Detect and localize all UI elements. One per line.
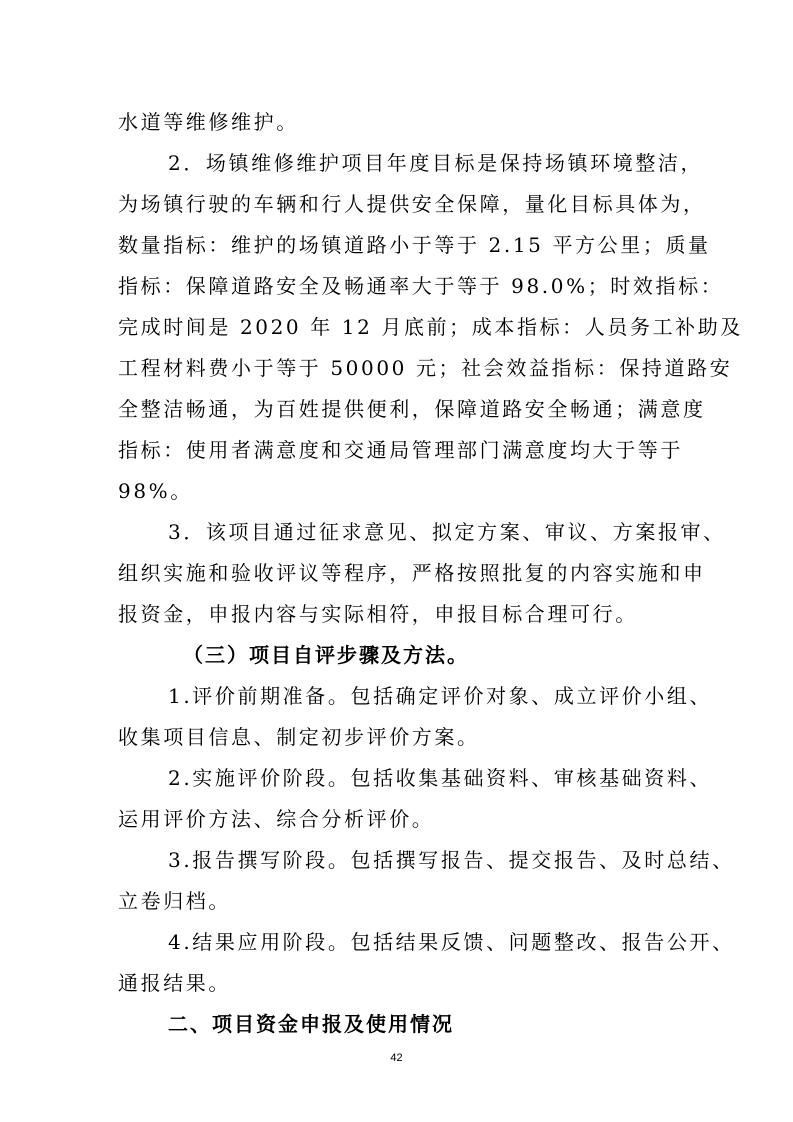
section-heading-3: （三）项目自评步骤及方法。 <box>183 643 469 667</box>
text-line: 4.结果应用阶段。包括结果反馈、问题整改、报告公开、 <box>168 930 735 954</box>
text-line: 3．该项目通过征求意见、拟定方案、审议、方案报审、 <box>168 520 726 544</box>
text-line: 数量指标：维护的场镇道路小于等于 2.15 平方公里；质量 <box>118 233 711 257</box>
text-line: 3.报告撰写阶段。包括撰写报告、提交报告、及时总结、 <box>168 848 735 872</box>
text-line: 全整洁畅通，为百姓提供便利，保障道路安全畅通；满意度 <box>118 397 706 421</box>
text-line: 通报结果。 <box>118 971 231 995</box>
text-line: 指标：使用者满意度和交通局管理部门满意度均大于等于 <box>118 438 683 462</box>
text-line: 2．场镇维修维护项目年度目标是保持场镇环境整洁， <box>168 151 704 175</box>
text-line: 水道等维修维护。 <box>118 110 299 134</box>
text-line: 完成时间是 2020 年 12 月底前；成本指标：人员务工补助及 <box>118 315 743 339</box>
text-line: 运用评价方法、综合分析评价。 <box>118 807 435 831</box>
text-line: 98%。 <box>118 479 193 503</box>
text-line: 为场镇行驶的车辆和行人提供安全保障，量化目标具体为， <box>118 192 706 216</box>
text-line: 指标：保障道路安全及畅通率大于等于 98.0%；时效指标： <box>118 274 724 298</box>
text-line: 工程材料费小于等于 50000 元；社会效益指标：保持道路安 <box>118 356 733 380</box>
text-line: 报资金，申报内容与实际相符，申报目标合理可行。 <box>118 602 638 626</box>
text-line: 2.实施评价阶段。包括收集基础资料、审核基础资料、 <box>168 766 713 790</box>
text-line: 立卷归档。 <box>118 889 231 913</box>
text-line: 组织实施和验收评议等程序，严格按照批复的内容实施和申 <box>118 561 706 585</box>
page-number: 42 <box>390 1052 403 1064</box>
text-line: 1.评价前期准备。包括确定评价对象、成立评价小组、 <box>168 684 713 708</box>
text-line: 收集项目信息、制定初步评价方案。 <box>118 725 480 749</box>
section-heading-2: 二、项目资金申报及使用情况 <box>168 1012 454 1036</box>
